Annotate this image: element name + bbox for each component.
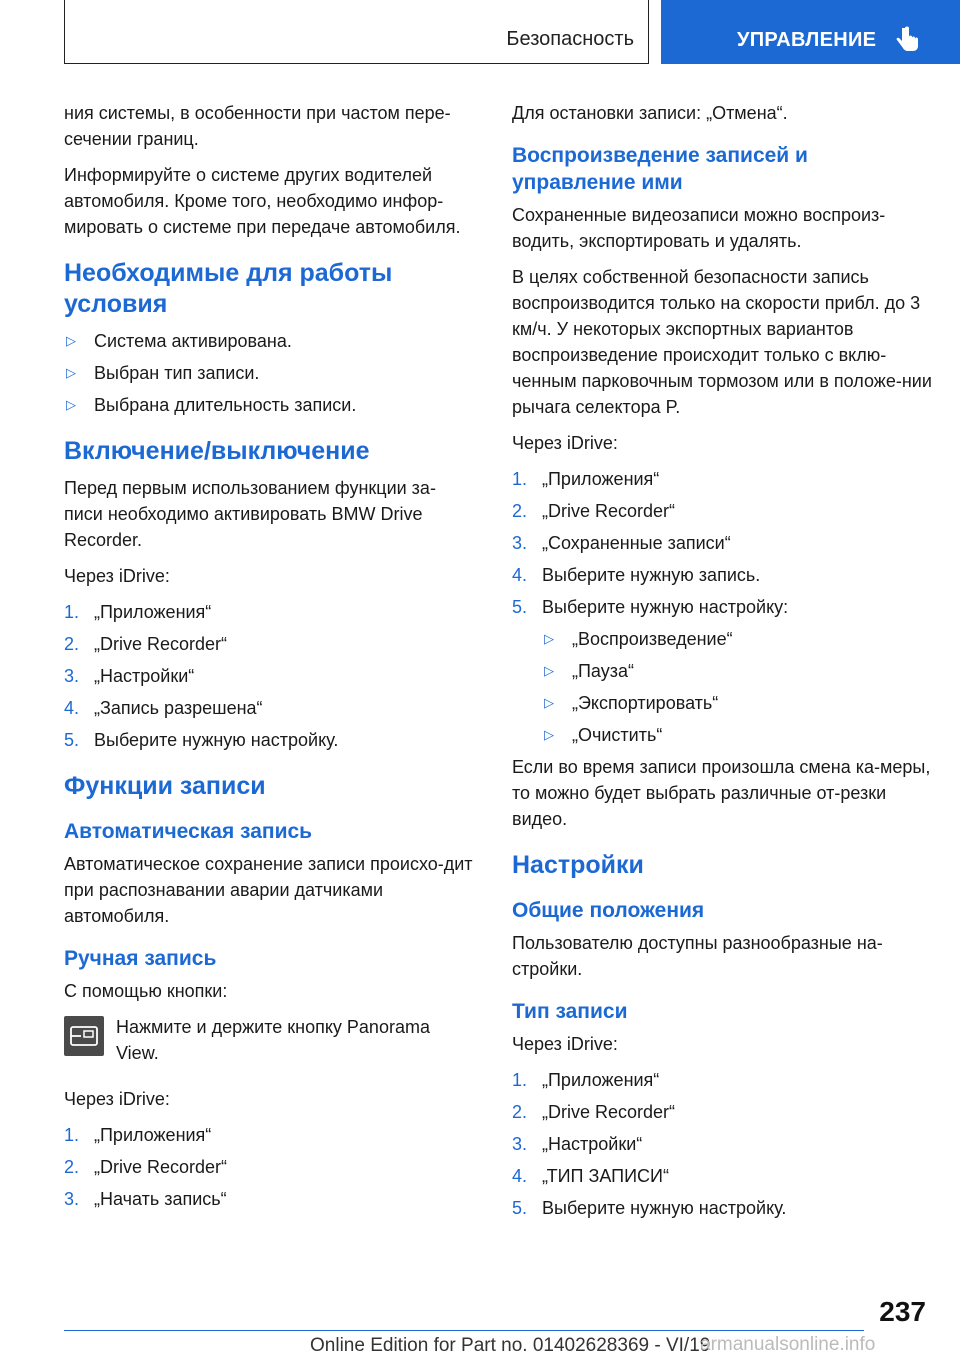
footer-edition: Online Edition for Part no. 01402628369 - VI/19 bbox=[310, 1335, 711, 1356]
triangle-bullet-icon: ▷ bbox=[66, 397, 76, 412]
via-idrive-label: Через iDrive: bbox=[64, 1089, 170, 1109]
step-item: 4. „ТИП ЗАПИСИ“ bbox=[512, 1166, 669, 1186]
button-instruction: Нажмите и держите кнопку Panorama View. bbox=[116, 1017, 430, 1063]
right-column bbox=[512, 100, 932, 1227]
step-item: 1. „Приложения“ bbox=[512, 469, 660, 489]
triangle-bullet-icon: ▷ bbox=[544, 695, 554, 710]
step-item: 1. „Приложения“ bbox=[64, 1125, 212, 1145]
via-idrive-label: Через iDrive: bbox=[64, 566, 170, 586]
sub-bullet-item: ▷ „Экспортировать“ bbox=[542, 690, 932, 716]
heading-record-functions: Функции записи bbox=[64, 772, 266, 800]
via-idrive-label: Через iDrive: bbox=[512, 1034, 618, 1054]
sub-bullet-item: ▷ „Очистить“ bbox=[542, 722, 932, 748]
heading-record-type: Тип записи bbox=[512, 1000, 628, 1023]
step-item: 3. „Начать запись“ bbox=[64, 1189, 227, 1209]
header-chapter-title: УПРАВЛЕНИЕ bbox=[737, 29, 877, 51]
watermark: armanualsonline.info bbox=[700, 1334, 876, 1355]
paragraph: Автоматическое сохранение записи происхо-дит при распознавании аварии датчиками автомобиля. bbox=[64, 854, 473, 926]
paragraph: Информируйте о системе других водителей автомобиля. Кроме того, необходимо инфор-мировать о системе при передаче автомобиля. bbox=[64, 165, 461, 237]
step-item: 5. Выберите нужную настройку: bbox=[512, 597, 789, 617]
panorama-view-button-icon bbox=[64, 1016, 104, 1056]
step-item: 2. „Drive Recorder“ bbox=[64, 634, 228, 654]
step-item: 1. „Приложения“ bbox=[64, 602, 212, 622]
sub-bullet-item: ▷ „Воспроизведение“ bbox=[542, 626, 932, 652]
paragraph: Перед первым использованием функции за-писи необходимо активировать BMW Drive Recorder. bbox=[64, 478, 436, 550]
panorama-button-row bbox=[64, 1014, 474, 1074]
paragraph: В целях собственной безопасности запись воспроизводится только на скорости прибл. до 3 км/ч. У некоторых экспортных вариантов воспроизведение происходит только с вклю-ченным парковочным тормозом или в положе-нии рычага селектора P. bbox=[512, 267, 932, 417]
step-item: 5. Выберите нужную настройку. bbox=[512, 1198, 787, 1218]
bullet-item: ▷ Выбран тип записи. bbox=[64, 360, 474, 386]
footer-divider bbox=[64, 1330, 864, 1331]
step-item: 2. „Drive Recorder“ bbox=[512, 1102, 676, 1122]
step-item: 1. „Приложения“ bbox=[512, 1070, 660, 1090]
heading-auto-record: Автоматическая запись bbox=[64, 820, 313, 843]
paragraph: С помощью кнопки: bbox=[64, 981, 228, 1001]
triangle-bullet-icon: ▷ bbox=[66, 333, 76, 348]
paragraph: Если во время записи произошла смена ка-меры, то можно будет выбрать различные от-резки видео. bbox=[512, 757, 931, 829]
sub-bullet-item: ▷ „Пауза“ bbox=[542, 658, 932, 684]
hand-pointer-icon bbox=[895, 25, 921, 53]
bullet-item: ▷ Система активирована. bbox=[64, 328, 474, 354]
triangle-bullet-icon: ▷ bbox=[544, 727, 554, 742]
heading-manual-record: Ручная запись bbox=[64, 947, 217, 970]
paragraph: ния системы, в особенности при частом пере-сечении границ. bbox=[64, 103, 451, 149]
header-section-box bbox=[64, 0, 649, 64]
step-item: 2. „Drive Recorder“ bbox=[64, 1157, 228, 1177]
step-item: 3. „Настройки“ bbox=[512, 1134, 643, 1154]
step-item: 2. „Drive Recorder“ bbox=[512, 501, 676, 521]
heading-general: Общие положения bbox=[512, 899, 705, 922]
triangle-bullet-icon: ▷ bbox=[544, 663, 554, 678]
step-item: 4. „Запись разрешена“ bbox=[64, 698, 263, 718]
paragraph: Пользователю доступны разнообразные на-стройки. bbox=[512, 933, 883, 979]
triangle-bullet-icon: ▷ bbox=[544, 631, 554, 646]
paragraph: Сохраненные видеозаписи можно воспроиз-водить, экспортировать и удалять. bbox=[512, 205, 886, 251]
left-column bbox=[64, 100, 474, 1218]
heading-on-off: Включение/выключение bbox=[64, 437, 370, 465]
bullet-item: ▷ Выбрана длительность записи. bbox=[64, 392, 474, 418]
step-item: 4. Выберите нужную запись. bbox=[512, 565, 761, 585]
header-chapter-tab[interactable] bbox=[661, 0, 960, 64]
header-section-title: Безопасность bbox=[506, 28, 634, 50]
heading-requirements: Необходимые для работы условия bbox=[64, 259, 393, 318]
page-number: 237 bbox=[879, 1296, 926, 1327]
heading-settings: Настройки bbox=[512, 851, 644, 879]
paragraph: Для остановки записи: „Отмена“. bbox=[512, 103, 788, 123]
step-item: 5. Выберите нужную настройку. bbox=[64, 730, 339, 750]
step-item: 3. „Сохраненные записи“ bbox=[512, 533, 731, 553]
step-item: 3. „Настройки“ bbox=[64, 666, 195, 686]
triangle-bullet-icon: ▷ bbox=[66, 365, 76, 380]
via-idrive-label: Через iDrive: bbox=[512, 433, 618, 453]
heading-playback: Воспроизведение записей и управление ими bbox=[512, 144, 808, 194]
